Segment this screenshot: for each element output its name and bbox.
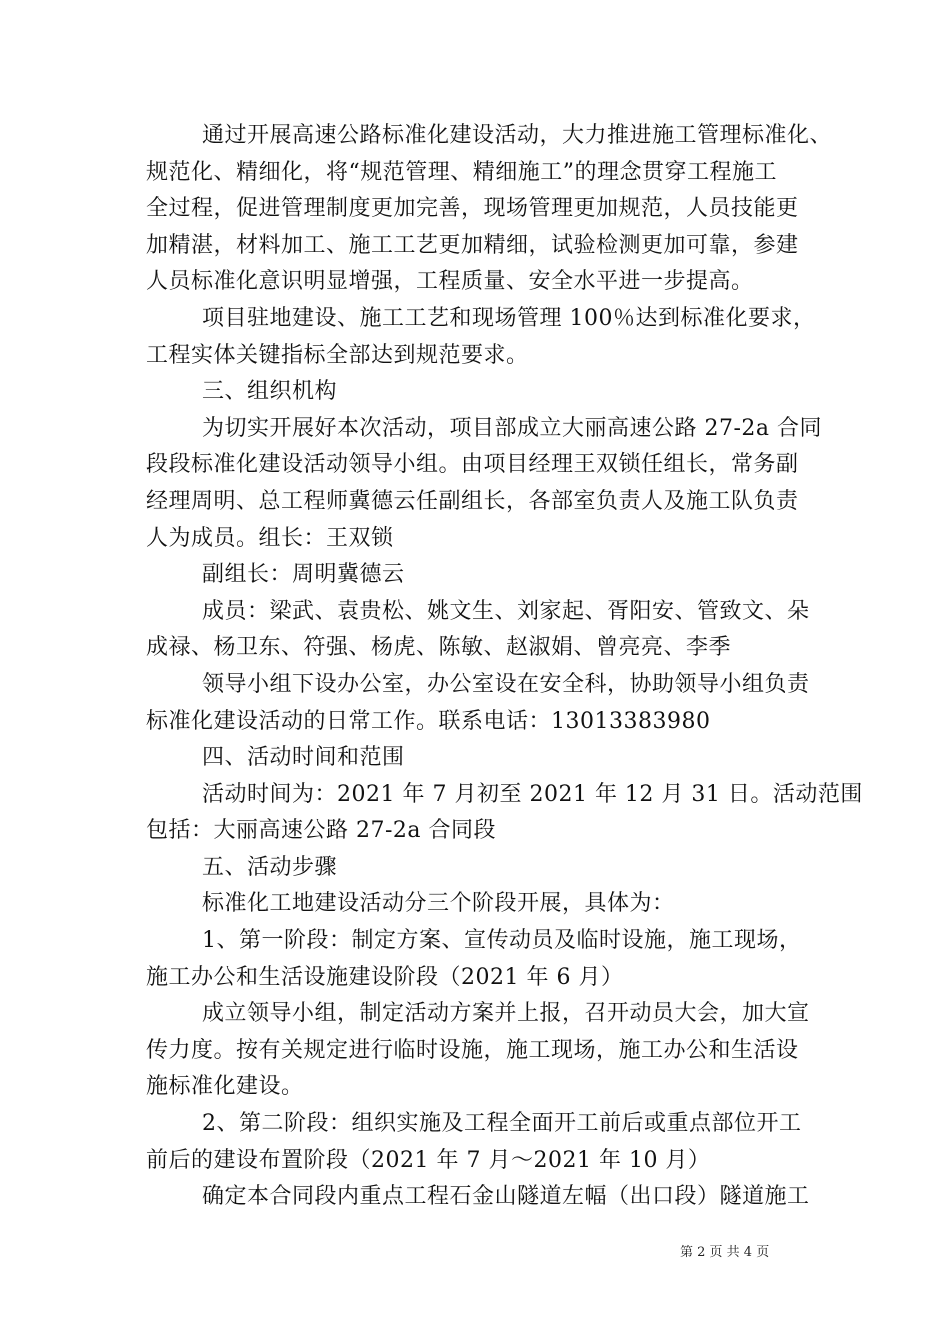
text-line: 标准化工地建设活动分三个阶段开展，具体为： xyxy=(202,891,675,917)
text-line: 项目驻地建设、施工工艺和现场管理 100％达到标准化要求， xyxy=(202,305,816,331)
text-line: 施标准化建设。 xyxy=(146,1074,304,1100)
text-line: 成禄、杨卫东、符强、杨虎、陈敏、赵淑娟、曾亮亮、李季 xyxy=(146,635,732,661)
text-line: 人员标准化意识明显增强，工程质量、安全水平进一步提高。 xyxy=(146,269,754,295)
text-line: 经理周明、总工程师冀德云任副组长，各部室负责人及施工队负责 xyxy=(146,488,799,514)
text-line: 副组长：周明冀德云 xyxy=(202,562,405,588)
text-line: 四、活动时间和范围 xyxy=(202,745,405,771)
text-line: 标准化建设活动的日常工作。联系电话：13013383980 xyxy=(146,708,711,734)
text-line: 施工办公和生活设施建设阶段（2021 年 6 月） xyxy=(146,964,624,990)
document-body xyxy=(146,118,863,1216)
text-line: 加精湛，材料加工、施工工艺更加精细，试验检测更加可靠，参建 xyxy=(146,232,799,258)
text-line: 人为成员。组长：王双锁 xyxy=(146,525,394,551)
text-line: 全过程，促进管理制度更加完善，现场管理更加规范，人员技能更 xyxy=(146,196,799,222)
text-line: 确定本合同段内重点工程石金山隧道左幅（出口段）隧道施工 xyxy=(202,1184,810,1210)
text-line: 五、活动步骤 xyxy=(202,854,338,880)
text-line: 1、第一阶段：制定方案、宣传动员及临时设施，施工现场， xyxy=(202,928,802,954)
text-line: 传力度。按有关规定进行临时设施，施工现场，施工办公和生活设 xyxy=(146,1037,799,1063)
text-line: 段段标准化建设活动领导小组。由项目经理王双锁任组长，常务副 xyxy=(146,452,799,478)
text-line: 成立领导小组，制定活动方案并上报，召开动员大会，加大宣 xyxy=(202,1001,810,1027)
text-line: 三、组织机构 xyxy=(202,379,338,405)
text-line: 通过开展高速公路标准化建设活动，大力推进施工管理标准化、 xyxy=(202,123,833,148)
page-footer: 第 2 页 共 4 页 xyxy=(680,1245,770,1260)
text-line: 2、第二阶段：组织实施及工程全面开工前后或重点部位开工 xyxy=(202,1111,802,1137)
text-line: 规范化、精细化，将“规范管理、精细施工”的理念贯穿工程施工 xyxy=(146,159,777,185)
text-line: 领导小组下设办公室，办公室设在安全科，协助领导小组负责 xyxy=(202,671,810,697)
text-line: 成员：梁武、袁贵松、姚文生、刘家起、胥阳安、管致文、朵 xyxy=(202,598,810,624)
text-line: 活动时间为：2021 年 7 月初至 2021 年 12 月 31 日。活动范围 xyxy=(202,781,863,807)
text-line: 包括：大丽高速公路 27-2a 合同段 xyxy=(146,818,497,844)
text-line: 工程实体关键指标全部达到规范要求。 xyxy=(146,342,529,368)
text-line: 为切实开展好本次活动，项目部成立大丽高速公路 27-2a 合同 xyxy=(202,415,823,441)
text-line: 前后的建设布置阶段（2021 年 7 月～2021 年 10 月） xyxy=(146,1147,711,1173)
